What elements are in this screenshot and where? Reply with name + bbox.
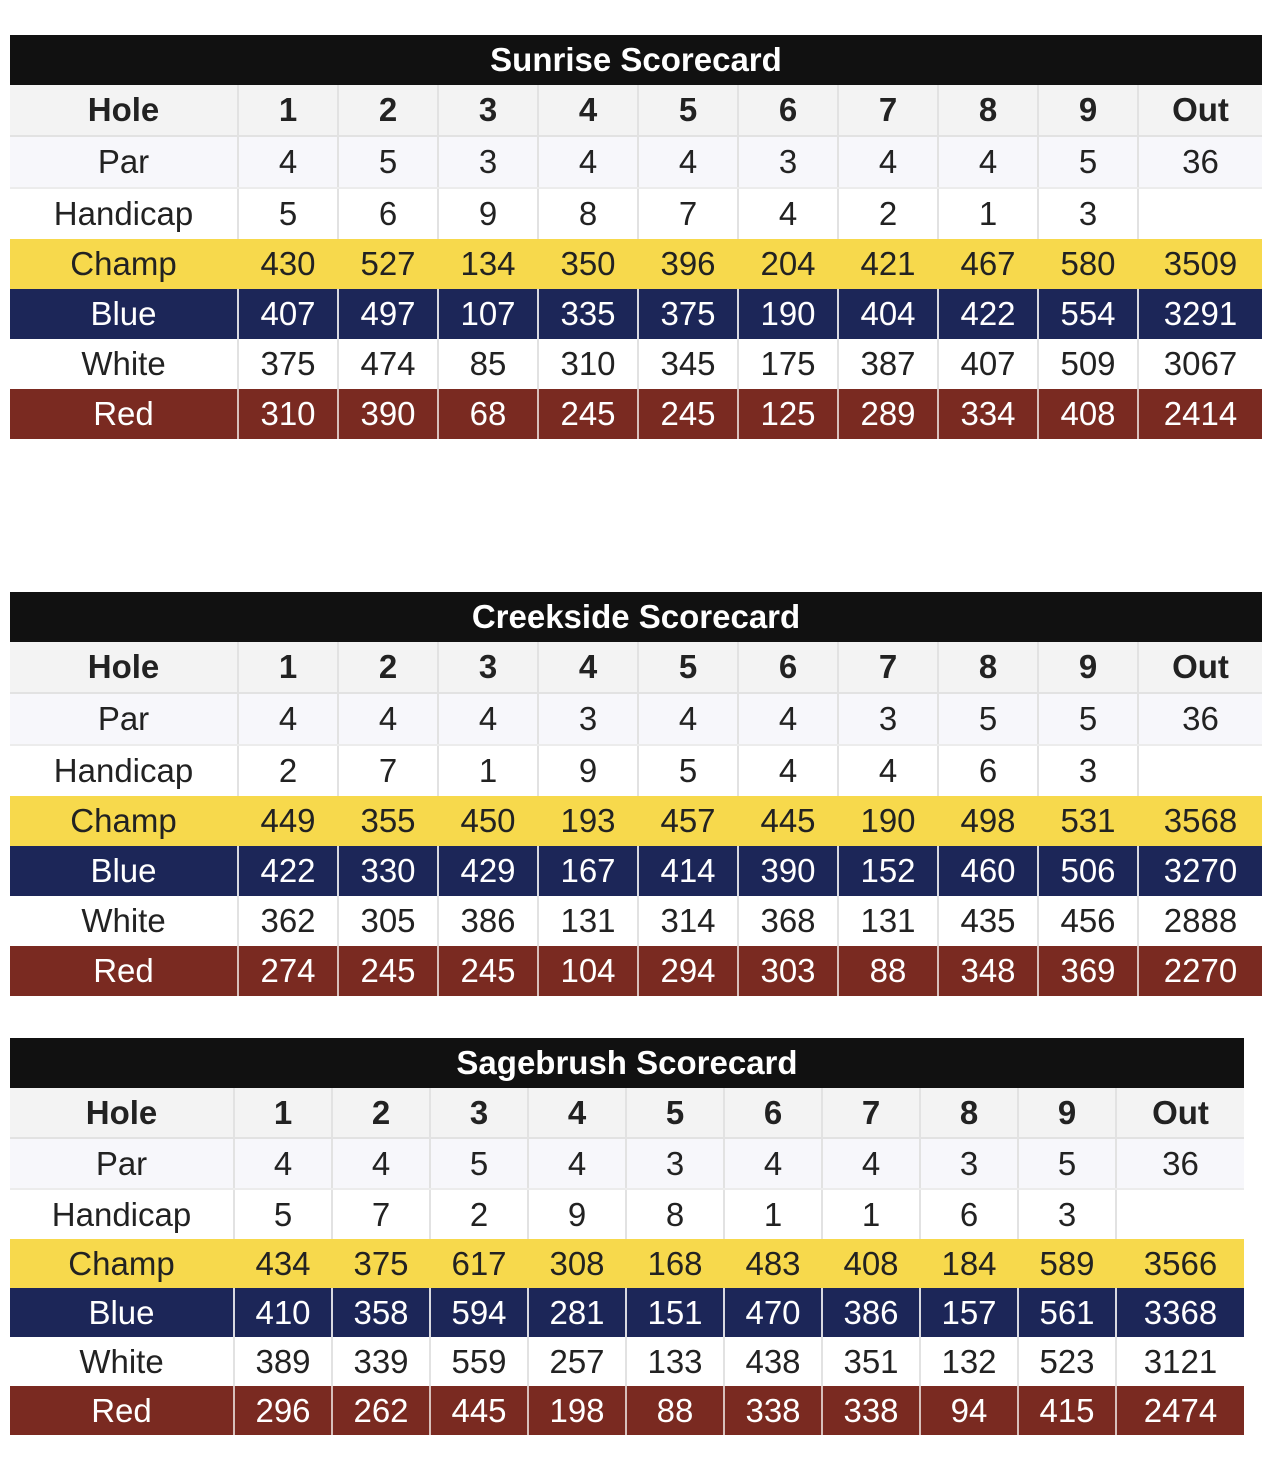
hole-5-cell: 8 [626,1189,724,1239]
out-total-cell: 3368 [1116,1288,1244,1337]
hole-4-cell: 257 [528,1337,626,1386]
hole-7-cell: 289 [838,389,938,439]
hole-7-cell: 131 [838,896,938,946]
out-total-cell: 3566 [1116,1239,1244,1288]
hole-6-cell: 4 [738,745,838,796]
hole-3-cell: 2 [430,1189,528,1239]
blue-row [10,289,1262,339]
hole-4-cell: 281 [528,1288,626,1337]
hole-9-cell: 9 [1038,642,1138,693]
par-row [10,1138,1244,1189]
hole-1-cell: 449 [238,796,338,846]
hole-7-cell: 7 [838,85,938,136]
hole-1-cell: 1 [238,85,338,136]
hole-9-cell: 3 [1018,1189,1116,1239]
hole-3-cell: 4 [438,693,538,745]
row-label: Par [10,1138,234,1189]
handicap-row [10,1189,1244,1239]
hole-1-cell: 362 [238,896,338,946]
hole-4-cell: 9 [528,1189,626,1239]
hole-4-cell: 8 [538,188,638,239]
hole-8-cell: 467 [938,239,1038,289]
champ-row [10,1239,1244,1288]
hole-9-cell: 523 [1018,1337,1116,1386]
hole-5-cell: 4 [638,693,738,745]
hole-9-cell: 506 [1038,846,1138,896]
hole-7-cell: 4 [838,745,938,796]
hole-9-cell: 580 [1038,239,1138,289]
hole-4-cell: 131 [538,896,638,946]
hole-5-cell: 5 [638,85,738,136]
par-row [10,136,1262,188]
hole-7-cell: 387 [838,339,938,389]
hole-9-cell: 589 [1018,1239,1116,1288]
out-total-cell: 36 [1116,1138,1244,1189]
scorecard-title: Sunrise Scorecard [10,35,1262,85]
hole-1-cell: 296 [234,1386,332,1435]
out-total-cell: 3509 [1138,239,1262,289]
hole-7-cell: 338 [822,1386,920,1435]
hole-1-cell: 5 [234,1189,332,1239]
hole-5-cell: 245 [638,389,738,439]
hole-5-cell: 88 [626,1386,724,1435]
hole-3-cell: 134 [438,239,538,289]
row-label: Handicap [10,188,238,239]
hole-7-cell: 4 [838,136,938,188]
hole-4-cell: 310 [538,339,638,389]
hole-4-cell: 4 [538,85,638,136]
out-total-cell: 3067 [1138,339,1262,389]
hole-2-cell: 527 [338,239,438,289]
hole-9-cell: 561 [1018,1288,1116,1337]
hole-5-cell: 314 [638,896,738,946]
row-label: Champ [10,239,238,289]
hole-1-cell: 5 [238,188,338,239]
hole-6-cell: 125 [738,389,838,439]
hole-2-cell: 305 [338,896,438,946]
hole-6-cell: 470 [724,1288,822,1337]
row-label: White [10,896,238,946]
out-total-cell: Out [1138,642,1262,693]
scorecard-title: Sagebrush Scorecard [10,1038,1244,1088]
white-row [10,339,1262,389]
hole-5-cell: 414 [638,846,738,896]
hole-row [10,1088,1244,1138]
hole-6-cell: 6 [724,1088,822,1138]
hole-8-cell: 6 [938,745,1038,796]
hole-1-cell: 1 [238,642,338,693]
hole-8-cell: 8 [938,642,1038,693]
hole-4-cell: 167 [538,846,638,896]
hole-7-cell: 351 [822,1337,920,1386]
hole-6-cell: 4 [738,188,838,239]
hole-3-cell: 450 [438,796,538,846]
hole-7-cell: 2 [838,188,938,239]
hole-6-cell: 338 [724,1386,822,1435]
hole-4-cell: 350 [538,239,638,289]
hole-9-cell: 554 [1038,289,1138,339]
hole-2-cell: 330 [338,846,438,896]
hole-4-cell: 3 [538,693,638,745]
hole-2-cell: 497 [338,289,438,339]
row-label: White [10,1337,234,1386]
hole-5-cell: 151 [626,1288,724,1337]
hole-6-cell: 438 [724,1337,822,1386]
hole-1-cell: 407 [238,289,338,339]
hole-8-cell: 4 [938,136,1038,188]
hole-8-cell: 422 [938,289,1038,339]
hole-7-cell: 1 [822,1189,920,1239]
hole-5-cell: 4 [638,136,738,188]
hole-7-cell: 408 [822,1239,920,1288]
hole-3-cell: 68 [438,389,538,439]
row-label: Red [10,389,238,439]
blue-row [10,846,1262,896]
hole-6-cell: 204 [738,239,838,289]
row-label: Champ [10,1239,234,1288]
hole-4-cell: 193 [538,796,638,846]
row-label: Hole [10,642,238,693]
hole-1-cell: 274 [238,946,338,996]
row-label: Blue [10,289,238,339]
hole-9-cell: 5 [1038,693,1138,745]
out-total-cell: 2414 [1138,389,1262,439]
out-total-cell [1138,745,1262,796]
hole-5-cell: 396 [638,239,738,289]
hole-4-cell: 104 [538,946,638,996]
hole-1-cell: 4 [238,136,338,188]
handicap-row [10,745,1262,796]
hole-3-cell: 245 [438,946,538,996]
hole-6-cell: 1 [724,1189,822,1239]
hole-5-cell: 457 [638,796,738,846]
row-label: Handicap [10,745,238,796]
hole-2-cell: 355 [338,796,438,846]
hole-7-cell: 7 [838,642,938,693]
hole-3-cell: 429 [438,846,538,896]
white-row [10,1337,1244,1386]
white-row [10,896,1262,946]
hole-4-cell: 4 [528,1088,626,1138]
hole-9-cell: 456 [1038,896,1138,946]
hole-2-cell: 390 [338,389,438,439]
creekside-scorecard [10,592,1262,996]
hole-3-cell: 617 [430,1239,528,1288]
hole-9-cell: 369 [1038,946,1138,996]
hole-8-cell: 348 [938,946,1038,996]
out-total-cell: 36 [1138,693,1262,745]
hole-1-cell: 410 [234,1288,332,1337]
hole-5-cell: 375 [638,289,738,339]
row-label: Blue [10,1288,234,1337]
hole-7-cell: 88 [838,946,938,996]
hole-8-cell: 157 [920,1288,1018,1337]
hole-3-cell: 1 [438,745,538,796]
scorecard-table [10,1088,1244,1435]
hole-4-cell: 245 [538,389,638,439]
out-total-cell: 2888 [1138,896,1262,946]
hole-2-cell: 262 [332,1386,430,1435]
hole-6-cell: 6 [738,85,838,136]
hole-6-cell: 4 [738,693,838,745]
hole-1-cell: 375 [238,339,338,389]
hole-7-cell: 421 [838,239,938,289]
hole-5-cell: 345 [638,339,738,389]
hole-7-cell: 7 [822,1088,920,1138]
hole-1-cell: 310 [238,389,338,439]
par-row [10,693,1262,745]
hole-5-cell: 7 [638,188,738,239]
hole-8-cell: 498 [938,796,1038,846]
hole-6-cell: 3 [738,136,838,188]
row-label: Red [10,946,238,996]
out-total-cell: Out [1116,1088,1244,1138]
hole-5-cell: 168 [626,1239,724,1288]
hole-7-cell: 190 [838,796,938,846]
hole-8-cell: 435 [938,896,1038,946]
hole-3-cell: 3 [438,85,538,136]
hole-5-cell: 3 [626,1138,724,1189]
hole-6-cell: 4 [724,1138,822,1189]
hole-6-cell: 303 [738,946,838,996]
out-total-cell: 36 [1138,136,1262,188]
hole-6-cell: 445 [738,796,838,846]
row-label: Champ [10,796,238,846]
out-total-cell: 3291 [1138,289,1262,339]
champ-row [10,796,1262,846]
hole-5-cell: 133 [626,1337,724,1386]
sunrise-scorecard [10,35,1262,439]
hole-2-cell: 2 [338,85,438,136]
hole-8-cell: 6 [920,1189,1018,1239]
hole-1-cell: 2 [238,745,338,796]
hole-5-cell: 5 [626,1088,724,1138]
hole-9-cell: 5 [1018,1138,1116,1189]
out-total-cell [1138,188,1262,239]
row-label: Blue [10,846,238,896]
hole-5-cell: 294 [638,946,738,996]
hole-7-cell: 4 [822,1138,920,1189]
hole-3-cell: 5 [430,1138,528,1189]
hole-2-cell: 2 [332,1088,430,1138]
hole-1-cell: 1 [234,1088,332,1138]
hole-2-cell: 2 [338,642,438,693]
hole-9-cell: 415 [1018,1386,1116,1435]
hole-3-cell: 559 [430,1337,528,1386]
hole-7-cell: 152 [838,846,938,896]
hole-7-cell: 3 [838,693,938,745]
row-label: Par [10,136,238,188]
scorecard-table [10,85,1262,439]
blue-row [10,1288,1244,1337]
hole-2-cell: 245 [338,946,438,996]
hole-2-cell: 7 [338,745,438,796]
row-label: Handicap [10,1189,234,1239]
hole-5-cell: 5 [638,745,738,796]
hole-4-cell: 4 [538,136,638,188]
hole-3-cell: 9 [438,188,538,239]
hole-8-cell: 8 [920,1088,1018,1138]
hole-3-cell: 107 [438,289,538,339]
out-total-cell [1116,1189,1244,1239]
hole-row [10,85,1262,136]
hole-3-cell: 85 [438,339,538,389]
hole-1-cell: 422 [238,846,338,896]
hole-4-cell: 4 [538,642,638,693]
hole-7-cell: 386 [822,1288,920,1337]
hole-8-cell: 407 [938,339,1038,389]
hole-8-cell: 3 [920,1138,1018,1189]
out-total-cell: 2474 [1116,1386,1244,1435]
hole-5-cell: 5 [638,642,738,693]
hole-3-cell: 3 [430,1088,528,1138]
red-row [10,389,1262,439]
handicap-row [10,188,1262,239]
hole-8-cell: 334 [938,389,1038,439]
hole-1-cell: 430 [238,239,338,289]
hole-8-cell: 132 [920,1337,1018,1386]
hole-2-cell: 7 [332,1189,430,1239]
hole-9-cell: 408 [1038,389,1138,439]
row-label: Hole [10,85,238,136]
hole-2-cell: 358 [332,1288,430,1337]
hole-2-cell: 375 [332,1239,430,1288]
out-total-cell: 3270 [1138,846,1262,896]
hole-6-cell: 368 [738,896,838,946]
hole-6-cell: 190 [738,289,838,339]
sagebrush-scorecard [10,1038,1244,1435]
hole-6-cell: 175 [738,339,838,389]
scorecard-title: Creekside Scorecard [10,592,1262,642]
red-row [10,946,1262,996]
hole-row [10,642,1262,693]
hole-6-cell: 483 [724,1239,822,1288]
hole-1-cell: 434 [234,1239,332,1288]
hole-2-cell: 5 [338,136,438,188]
hole-9-cell: 9 [1038,85,1138,136]
hole-9-cell: 3 [1038,188,1138,239]
out-total-cell: 2270 [1138,946,1262,996]
hole-4-cell: 335 [538,289,638,339]
hole-9-cell: 3 [1038,745,1138,796]
hole-2-cell: 4 [338,693,438,745]
out-total-cell: Out [1138,85,1262,136]
hole-6-cell: 390 [738,846,838,896]
hole-8-cell: 8 [938,85,1038,136]
hole-9-cell: 5 [1038,136,1138,188]
hole-2-cell: 6 [338,188,438,239]
row-label: Par [10,693,238,745]
hole-4-cell: 4 [528,1138,626,1189]
hole-4-cell: 198 [528,1386,626,1435]
hole-3-cell: 3 [438,136,538,188]
row-label: Hole [10,1088,234,1138]
row-label: Red [10,1386,234,1435]
hole-8-cell: 460 [938,846,1038,896]
hole-2-cell: 339 [332,1337,430,1386]
out-total-cell: 3121 [1116,1337,1244,1386]
hole-1-cell: 389 [234,1337,332,1386]
hole-4-cell: 9 [538,745,638,796]
hole-8-cell: 1 [938,188,1038,239]
hole-2-cell: 4 [332,1138,430,1189]
hole-9-cell: 531 [1038,796,1138,846]
hole-2-cell: 474 [338,339,438,389]
hole-1-cell: 4 [234,1138,332,1189]
out-total-cell: 3568 [1138,796,1262,846]
hole-9-cell: 9 [1018,1088,1116,1138]
hole-8-cell: 184 [920,1239,1018,1288]
hole-8-cell: 94 [920,1386,1018,1435]
hole-3-cell: 386 [438,896,538,946]
hole-1-cell: 4 [238,693,338,745]
row-label: White [10,339,238,389]
hole-3-cell: 445 [430,1386,528,1435]
champ-row [10,239,1262,289]
hole-6-cell: 6 [738,642,838,693]
scorecard-table [10,642,1262,996]
hole-3-cell: 3 [438,642,538,693]
hole-7-cell: 404 [838,289,938,339]
hole-9-cell: 509 [1038,339,1138,389]
hole-8-cell: 5 [938,693,1038,745]
hole-3-cell: 594 [430,1288,528,1337]
hole-4-cell: 308 [528,1239,626,1288]
red-row [10,1386,1244,1435]
